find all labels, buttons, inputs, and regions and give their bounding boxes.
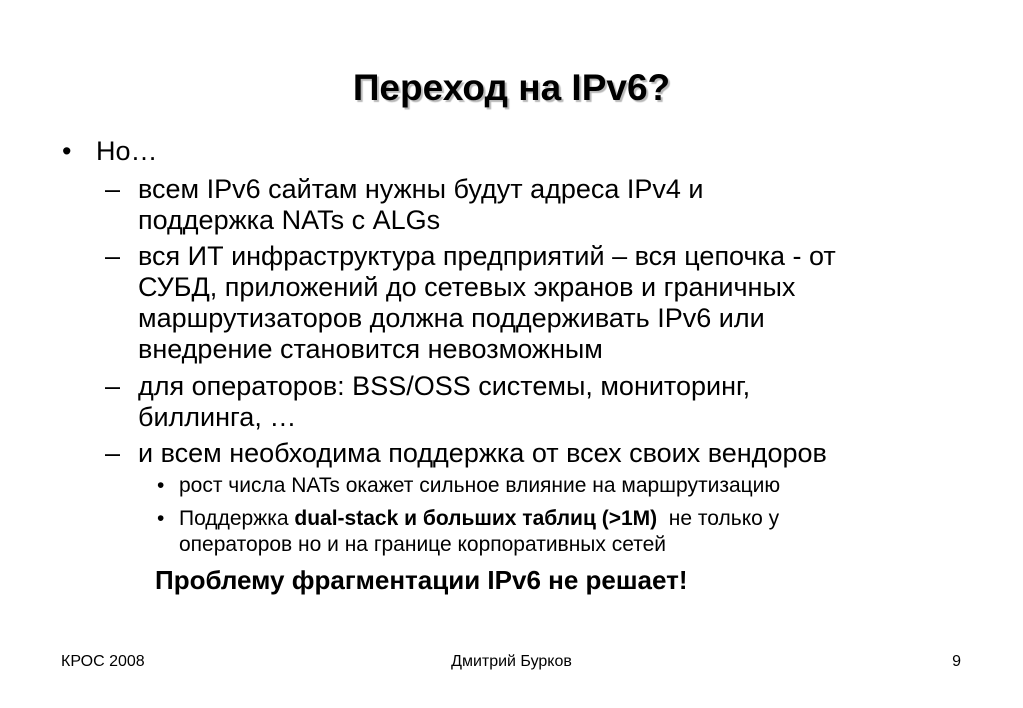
level1-bullet: • [62,136,72,166]
item-2-line-1: вся ИТ инфраструктура предприятий – вся цепочка - от [138,241,836,271]
subbullet-1: • [157,474,165,497]
subitem-2-suffix: не только у [657,507,780,530]
item-2-line-3: маршрутизаторов должна поддерживать IPv6 или [138,303,765,333]
item-3-line-2: биллинга, … [138,402,297,432]
slide-title: Переход на IPv6? [352,67,671,108]
item-3-line-1: для операторов: BSS/OSS системы, мониторинг, [138,371,751,401]
dash-4: – [105,438,121,468]
subitem-1-text: рост числа NATs окажет сильное влияние на маршрутизацию [179,474,781,497]
level1-text: Но… [96,136,158,166]
page-number: 9 [952,653,961,670]
subitem-2-line-1 [179,505,779,532]
subitem-2-line-2: операторов но и на границе корпоративных сетей [179,533,667,556]
closing-note: Проблему фрагментации IPv6 не решает! [155,565,688,595]
item-1-line-2: поддержка NATs с ALGs [138,205,441,235]
dash-1: – [105,174,121,204]
dash-3: – [105,371,121,401]
item-4-line-1: и всем необходима поддержка от всех своих вендоров [138,438,827,468]
dash-2: – [105,241,121,271]
footer-center: Дмитрий Бурков [451,653,572,670]
subitem-2-prefix: Поддержка [179,507,295,530]
item-2-line-4: внедрение становится невозможным [138,334,603,364]
item-2-line-2: СУБД, приложений до сетевых экранов и граничных [138,272,796,302]
item-1-line-1: всем IPv6 сайтам нужны будут адреса IPv4 и [138,174,704,204]
subbullet-2: • [157,507,165,530]
footer-left: КРОС 2008 [61,653,145,670]
subitem-2-bold: dual-stack и больших таблиц (>1M) [294,507,658,530]
